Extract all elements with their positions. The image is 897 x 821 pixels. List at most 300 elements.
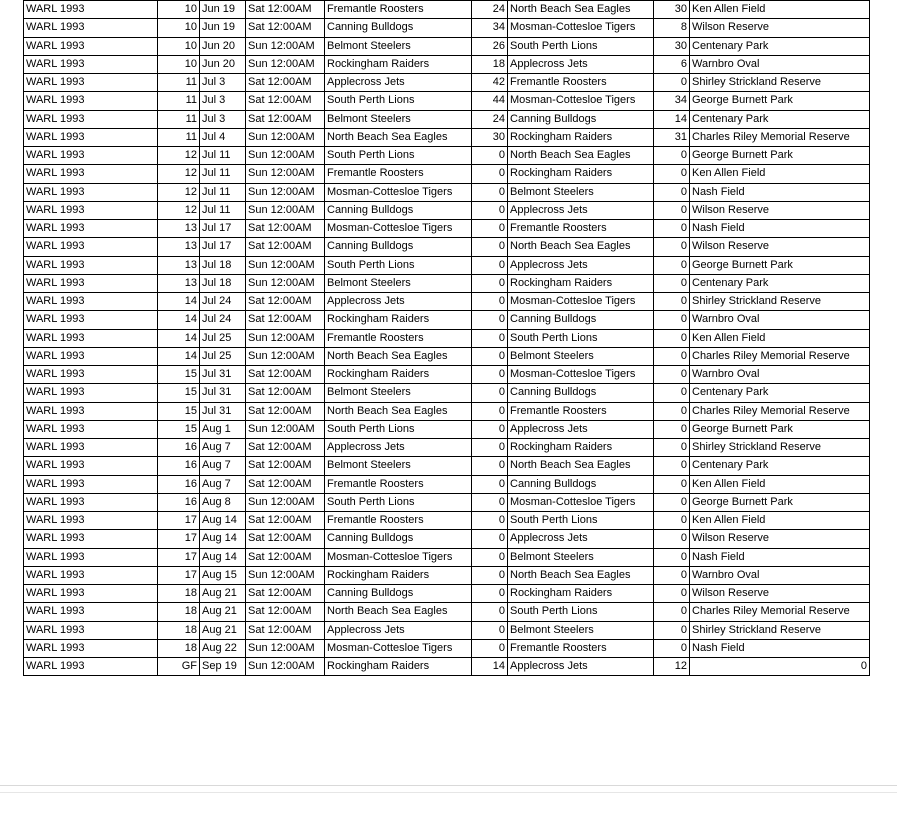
cell-away-score: 0	[654, 621, 690, 639]
cell-home-team: Rockingham Raiders	[325, 55, 472, 73]
cell-away-score: 0	[654, 201, 690, 219]
cell-competition: WARL 1993	[24, 639, 158, 657]
cell-competition: WARL 1993	[24, 366, 158, 384]
cell-time: Sun 12:00AM	[246, 128, 325, 146]
cell-away-score: 0	[654, 293, 690, 311]
cell-home-team: Rockingham Raiders	[325, 366, 472, 384]
cell-away-score: 30	[654, 1, 690, 19]
cell-date: Jul 3	[200, 74, 246, 92]
cell-home-score: 30	[472, 128, 508, 146]
cell-competition: WARL 1993	[24, 457, 158, 475]
cell-venue: Shirley Strickland Reserve	[690, 621, 870, 639]
cell-home-team: Rockingham Raiders	[325, 658, 472, 676]
cell-home-team: Rockingham Raiders	[325, 566, 472, 584]
cell-home-score: 0	[472, 402, 508, 420]
cell-venue: Shirley Strickland Reserve	[690, 74, 870, 92]
cell-home-team: South Perth Lions	[325, 92, 472, 110]
cell-competition: WARL 1993	[24, 402, 158, 420]
cell-home-team: South Perth Lions	[325, 493, 472, 511]
cell-home-score: 0	[472, 201, 508, 219]
cell-time: Sat 12:00AM	[246, 110, 325, 128]
cell-away-team: Applecross Jets	[508, 201, 654, 219]
cell-home-team: Fremantle Roosters	[325, 165, 472, 183]
table-row	[24, 585, 870, 603]
table-row	[24, 566, 870, 584]
cell-date: Jun 19	[200, 19, 246, 37]
cell-competition: WARL 1993	[24, 256, 158, 274]
cell-away-team: Canning Bulldogs	[508, 110, 654, 128]
table-row	[24, 1, 870, 19]
cell-competition: WARL 1993	[24, 92, 158, 110]
cell-away-score: 0	[654, 548, 690, 566]
cell-home-team: Fremantle Roosters	[325, 475, 472, 493]
cell-home-team: Canning Bulldogs	[325, 201, 472, 219]
cell-time: Sat 12:00AM	[246, 530, 325, 548]
table-row	[24, 19, 870, 37]
cell-round: 15	[158, 402, 200, 420]
cell-away-team: Fremantle Roosters	[508, 639, 654, 657]
cell-home-score: 24	[472, 110, 508, 128]
cell-date: Aug 7	[200, 439, 246, 457]
table-row-grand-final	[24, 658, 870, 676]
cell-home-team: South Perth Lions	[325, 420, 472, 438]
cell-home-score: 0	[472, 512, 508, 530]
cell-time: Sun 12:00AM	[246, 658, 325, 676]
cell-away-team: Rockingham Raiders	[508, 165, 654, 183]
cell-competition: WARL 1993	[24, 293, 158, 311]
cell-home-score: 0	[472, 457, 508, 475]
table-row	[24, 293, 870, 311]
cell-home-score: 0	[472, 147, 508, 165]
cell-home-score: 0	[472, 293, 508, 311]
cell-home-score: 0	[472, 256, 508, 274]
cell-home-team: North Beach Sea Eagles	[325, 402, 472, 420]
cell-away-score: 6	[654, 55, 690, 73]
cell-away-score: 14	[654, 110, 690, 128]
cell-round: 15	[158, 420, 200, 438]
cell-round: 10	[158, 1, 200, 19]
cell-home-score: 0	[472, 366, 508, 384]
table-row	[24, 439, 870, 457]
cell-time: Sat 12:00AM	[246, 1, 325, 19]
cell-away-team: Belmont Steelers	[508, 347, 654, 365]
cell-home-score: 0	[472, 603, 508, 621]
cell-round: 11	[158, 110, 200, 128]
cell-venue: 0	[690, 658, 870, 676]
cell-competition: WARL 1993	[24, 19, 158, 37]
cell-round: 13	[158, 274, 200, 292]
cell-competition: WARL 1993	[24, 220, 158, 238]
cell-away-score: 0	[654, 183, 690, 201]
cell-date: Jul 11	[200, 183, 246, 201]
cell-home-score: 0	[472, 621, 508, 639]
cell-date: Jul 18	[200, 274, 246, 292]
cell-away-team: Applecross Jets	[508, 420, 654, 438]
cell-venue: Warnbro Oval	[690, 366, 870, 384]
cell-venue: Warnbro Oval	[690, 566, 870, 584]
cell-round: 17	[158, 548, 200, 566]
cell-home-score: 0	[472, 439, 508, 457]
table-row	[24, 256, 870, 274]
cell-home-team: North Beach Sea Eagles	[325, 128, 472, 146]
cell-home-team: Belmont Steelers	[325, 37, 472, 55]
cell-time: Sun 12:00AM	[246, 37, 325, 55]
cell-round: 12	[158, 165, 200, 183]
cell-away-score: 0	[654, 439, 690, 457]
cell-time: Sun 12:00AM	[246, 183, 325, 201]
cell-round: 13	[158, 256, 200, 274]
cell-time: Sat 12:00AM	[246, 366, 325, 384]
cell-venue: George Burnett Park	[690, 92, 870, 110]
cell-date: Jul 24	[200, 293, 246, 311]
cell-away-team: Rockingham Raiders	[508, 439, 654, 457]
cell-round: 14	[158, 347, 200, 365]
cell-away-score: 30	[654, 37, 690, 55]
cell-away-team: Fremantle Roosters	[508, 74, 654, 92]
cell-round: 16	[158, 475, 200, 493]
cell-date: Jul 11	[200, 201, 246, 219]
cell-away-team: North Beach Sea Eagles	[508, 566, 654, 584]
table-row	[24, 238, 870, 256]
cell-venue: Charles Riley Memorial Reserve	[690, 603, 870, 621]
table-row	[24, 274, 870, 292]
table-row	[24, 165, 870, 183]
cell-round: 14	[158, 311, 200, 329]
cell-venue: Ken Allen Field	[690, 329, 870, 347]
table-row	[24, 220, 870, 238]
cell-away-score: 0	[654, 274, 690, 292]
cell-venue: Charles Riley Memorial Reserve	[690, 402, 870, 420]
cell-competition: WARL 1993	[24, 55, 158, 73]
cell-time: Sun 12:00AM	[246, 147, 325, 165]
cell-time: Sun 12:00AM	[246, 347, 325, 365]
cell-date: Aug 14	[200, 530, 246, 548]
cell-competition: WARL 1993	[24, 658, 158, 676]
cell-away-team: Applecross Jets	[508, 256, 654, 274]
cell-date: Jul 11	[200, 165, 246, 183]
table-row	[24, 457, 870, 475]
table-row	[24, 603, 870, 621]
cell-home-team: Applecross Jets	[325, 74, 472, 92]
table-row	[24, 128, 870, 146]
cell-date: Aug 21	[200, 603, 246, 621]
table-row	[24, 55, 870, 73]
cell-date: Jul 31	[200, 366, 246, 384]
cell-venue: Nash Field	[690, 548, 870, 566]
cell-date: Jul 25	[200, 329, 246, 347]
cell-venue: Wilson Reserve	[690, 530, 870, 548]
cell-away-score: 0	[654, 530, 690, 548]
cell-home-score: 0	[472, 548, 508, 566]
cell-away-score: 0	[654, 603, 690, 621]
table-row	[24, 366, 870, 384]
cell-venue: George Burnett Park	[690, 493, 870, 511]
cell-away-score: 0	[654, 384, 690, 402]
cell-round: 10	[158, 37, 200, 55]
cell-venue: Nash Field	[690, 220, 870, 238]
cell-time: Sun 12:00AM	[246, 493, 325, 511]
cell-away-team: South Perth Lions	[508, 512, 654, 530]
cell-time: Sat 12:00AM	[246, 19, 325, 37]
cell-round: 11	[158, 74, 200, 92]
cell-away-team: Belmont Steelers	[508, 548, 654, 566]
cell-competition: WARL 1993	[24, 128, 158, 146]
cell-date: Jul 18	[200, 256, 246, 274]
cell-home-score: 26	[472, 37, 508, 55]
cell-time: Sat 12:00AM	[246, 603, 325, 621]
cell-away-team: Canning Bulldogs	[508, 311, 654, 329]
cell-home-team: Applecross Jets	[325, 439, 472, 457]
cell-time: Sat 12:00AM	[246, 293, 325, 311]
cell-away-team: Belmont Steelers	[508, 621, 654, 639]
cell-date: Jul 3	[200, 92, 246, 110]
cell-away-score: 0	[654, 493, 690, 511]
cell-date: Jul 11	[200, 147, 246, 165]
cell-venue: George Burnett Park	[690, 147, 870, 165]
cell-time: Sun 12:00AM	[246, 639, 325, 657]
cell-home-score: 0	[472, 183, 508, 201]
cell-away-score: 0	[654, 329, 690, 347]
cell-home-score: 44	[472, 92, 508, 110]
table-row	[24, 548, 870, 566]
table-row	[24, 74, 870, 92]
table-row	[24, 530, 870, 548]
table-row	[24, 311, 870, 329]
cell-competition: WARL 1993	[24, 274, 158, 292]
table-row	[24, 621, 870, 639]
cell-competition: WARL 1993	[24, 493, 158, 511]
cell-competition: WARL 1993	[24, 165, 158, 183]
cell-date: Jul 4	[200, 128, 246, 146]
cell-date: Jul 25	[200, 347, 246, 365]
cell-home-score: 18	[472, 55, 508, 73]
cell-home-team: Belmont Steelers	[325, 457, 472, 475]
cell-venue: Ken Allen Field	[690, 165, 870, 183]
cell-away-team: Applecross Jets	[508, 530, 654, 548]
cell-venue: Ken Allen Field	[690, 475, 870, 493]
cell-time: Sun 12:00AM	[246, 55, 325, 73]
table-row	[24, 475, 870, 493]
cell-time: Sun 12:00AM	[246, 274, 325, 292]
cell-home-team: Canning Bulldogs	[325, 19, 472, 37]
cell-away-score: 0	[654, 147, 690, 165]
cell-round: 18	[158, 585, 200, 603]
cell-venue: Wilson Reserve	[690, 19, 870, 37]
cell-away-team: Mosman-Cottesloe Tigers	[508, 493, 654, 511]
cell-away-team: North Beach Sea Eagles	[508, 457, 654, 475]
cell-away-score: 0	[654, 311, 690, 329]
cell-competition: WARL 1993	[24, 1, 158, 19]
cell-time: Sun 12:00AM	[246, 566, 325, 584]
cell-away-team: Fremantle Roosters	[508, 402, 654, 420]
cell-venue: Wilson Reserve	[690, 201, 870, 219]
table-row	[24, 147, 870, 165]
table-row	[24, 347, 870, 365]
table-row	[24, 402, 870, 420]
cell-round: 17	[158, 566, 200, 584]
cell-competition: WARL 1993	[24, 347, 158, 365]
cell-date: Jul 31	[200, 384, 246, 402]
cell-date: Jun 20	[200, 55, 246, 73]
cell-time: Sat 12:00AM	[246, 585, 325, 603]
cell-away-score: 0	[654, 256, 690, 274]
cell-competition: WARL 1993	[24, 566, 158, 584]
cell-date: Aug 15	[200, 566, 246, 584]
cell-time: Sun 12:00AM	[246, 256, 325, 274]
cell-home-team: Fremantle Roosters	[325, 512, 472, 530]
cell-venue: Centenary Park	[690, 384, 870, 402]
cell-home-team: Applecross Jets	[325, 621, 472, 639]
cell-away-score: 0	[654, 639, 690, 657]
cell-home-score: 24	[472, 1, 508, 19]
cell-home-score: 0	[472, 220, 508, 238]
cell-round: 16	[158, 439, 200, 457]
cell-competition: WARL 1993	[24, 37, 158, 55]
cell-round: GF	[158, 658, 200, 676]
cell-date: Jun 20	[200, 37, 246, 55]
cell-away-score: 0	[654, 457, 690, 475]
cell-home-team: Canning Bulldogs	[325, 530, 472, 548]
table-row	[24, 110, 870, 128]
cell-away-team: Applecross Jets	[508, 55, 654, 73]
cell-venue: Warnbro Oval	[690, 55, 870, 73]
sheet-bottom-divider-2	[0, 792, 897, 793]
cell-away-team: Mosman-Cottesloe Tigers	[508, 92, 654, 110]
cell-home-score: 0	[472, 566, 508, 584]
cell-venue: Wilson Reserve	[690, 585, 870, 603]
cell-home-team: Belmont Steelers	[325, 274, 472, 292]
cell-time: Sun 12:00AM	[246, 420, 325, 438]
cell-away-team: Rockingham Raiders	[508, 585, 654, 603]
cell-away-score: 0	[654, 512, 690, 530]
cell-venue: George Burnett Park	[690, 256, 870, 274]
cell-date: Aug 7	[200, 475, 246, 493]
cell-time: Sat 12:00AM	[246, 457, 325, 475]
cell-venue: Charles Riley Memorial Reserve	[690, 347, 870, 365]
cell-round: 14	[158, 329, 200, 347]
cell-round: 13	[158, 220, 200, 238]
cell-time: Sat 12:00AM	[246, 238, 325, 256]
cell-time: Sat 12:00AM	[246, 439, 325, 457]
cell-round: 18	[158, 603, 200, 621]
sheet-bottom-divider	[0, 785, 897, 786]
cell-venue: Ken Allen Field	[690, 512, 870, 530]
cell-home-team: Applecross Jets	[325, 293, 472, 311]
table-row	[24, 384, 870, 402]
cell-round: 16	[158, 493, 200, 511]
cell-date: Aug 22	[200, 639, 246, 657]
cell-venue: Centenary Park	[690, 37, 870, 55]
cell-away-score: 8	[654, 19, 690, 37]
cell-home-team: Belmont Steelers	[325, 384, 472, 402]
cell-home-score: 0	[472, 475, 508, 493]
cell-home-score: 34	[472, 19, 508, 37]
cell-round: 12	[158, 201, 200, 219]
cell-time: Sat 12:00AM	[246, 512, 325, 530]
cell-competition: WARL 1993	[24, 384, 158, 402]
cell-date: Aug 21	[200, 585, 246, 603]
cell-date: Jul 17	[200, 220, 246, 238]
cell-competition: WARL 1993	[24, 585, 158, 603]
cell-date: Aug 21	[200, 621, 246, 639]
cell-away-score: 0	[654, 347, 690, 365]
cell-home-score: 0	[472, 384, 508, 402]
cell-date: Jul 17	[200, 238, 246, 256]
table-row	[24, 92, 870, 110]
cell-away-team: South Perth Lions	[508, 603, 654, 621]
cell-away-score: 0	[654, 566, 690, 584]
table-row	[24, 639, 870, 657]
cell-away-score: 34	[654, 92, 690, 110]
cell-away-team: Rockingham Raiders	[508, 274, 654, 292]
cell-competition: WARL 1993	[24, 183, 158, 201]
cell-away-team: North Beach Sea Eagles	[508, 147, 654, 165]
cell-home-team: Mosman-Cottesloe Tigers	[325, 639, 472, 657]
cell-round: 17	[158, 530, 200, 548]
cell-home-team: Mosman-Cottesloe Tigers	[325, 183, 472, 201]
cell-time: Sat 12:00AM	[246, 548, 325, 566]
cell-venue: Centenary Park	[690, 274, 870, 292]
cell-venue: George Burnett Park	[690, 420, 870, 438]
cell-away-team: Rockingham Raiders	[508, 128, 654, 146]
cell-away-team: Canning Bulldogs	[508, 475, 654, 493]
cell-round: 12	[158, 147, 200, 165]
cell-home-team: Belmont Steelers	[325, 110, 472, 128]
cell-time: Sun 12:00AM	[246, 329, 325, 347]
cell-round: 15	[158, 366, 200, 384]
cell-venue: Centenary Park	[690, 110, 870, 128]
cell-round: 17	[158, 512, 200, 530]
cell-date: Jul 24	[200, 311, 246, 329]
cell-home-score: 0	[472, 530, 508, 548]
cell-time: Sat 12:00AM	[246, 74, 325, 92]
cell-venue: Warnbro Oval	[690, 311, 870, 329]
cell-away-score: 0	[654, 585, 690, 603]
cell-home-score: 0	[472, 165, 508, 183]
cell-venue: Shirley Strickland Reserve	[690, 293, 870, 311]
table-row	[24, 493, 870, 511]
cell-home-team: Fremantle Roosters	[325, 1, 472, 19]
cell-competition: WARL 1993	[24, 603, 158, 621]
cell-venue: Nash Field	[690, 639, 870, 657]
cell-round: 18	[158, 621, 200, 639]
cell-away-team: South Perth Lions	[508, 37, 654, 55]
cell-time: Sat 12:00AM	[246, 475, 325, 493]
cell-away-team: Applecross Jets	[508, 658, 654, 676]
cell-home-team: South Perth Lions	[325, 147, 472, 165]
table-row	[24, 201, 870, 219]
cell-home-team: North Beach Sea Eagles	[325, 347, 472, 365]
cell-away-team: Canning Bulldogs	[508, 384, 654, 402]
cell-home-score: 0	[472, 420, 508, 438]
cell-away-team: Mosman-Cottesloe Tigers	[508, 293, 654, 311]
cell-round: 12	[158, 183, 200, 201]
cell-date: Aug 14	[200, 512, 246, 530]
cell-away-team: Mosman-Cottesloe Tigers	[508, 19, 654, 37]
cell-time: Sat 12:00AM	[246, 384, 325, 402]
cell-date: Jul 3	[200, 110, 246, 128]
cell-competition: WARL 1993	[24, 512, 158, 530]
cell-venue: Wilson Reserve	[690, 238, 870, 256]
cell-away-score: 12	[654, 658, 690, 676]
cell-competition: WARL 1993	[24, 110, 158, 128]
cell-round: 10	[158, 55, 200, 73]
cell-home-team: North Beach Sea Eagles	[325, 603, 472, 621]
cell-competition: WARL 1993	[24, 201, 158, 219]
cell-date: Sep 19	[200, 658, 246, 676]
cell-away-score: 31	[654, 128, 690, 146]
cell-home-score: 0	[472, 639, 508, 657]
